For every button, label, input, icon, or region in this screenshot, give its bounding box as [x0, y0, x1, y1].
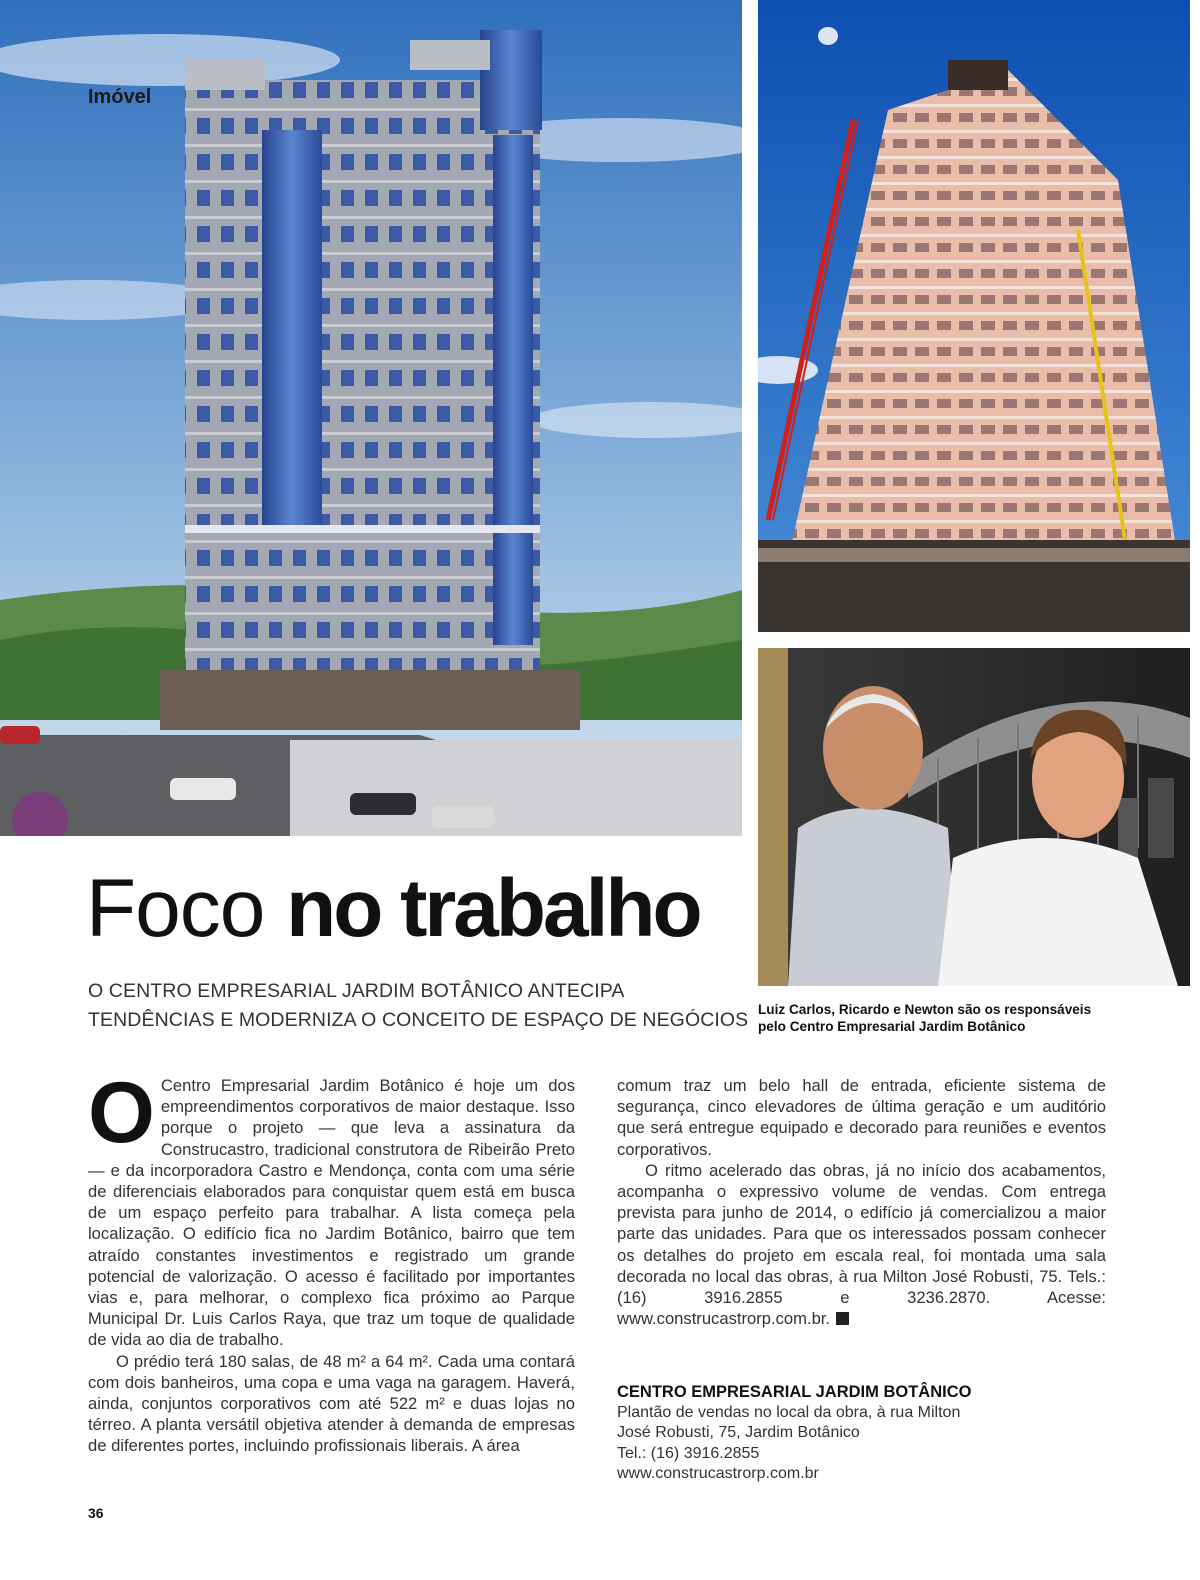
- paragraph-text: Centro Empresarial Jardim Botânico é hoje um dos empreendimentos corporativos de maior destaque. Isso porque o projeto — que leva a assinatura da Construcastro, tradicional construtora de Ribeirão Preto — e da incorporadora Castro e Mendonça, conta com uma série de diferenciais elaborados para conquistar quem está em busca de um espaço perfeito para trabalhar. A lista começa pela localização. O edifício fica no Jardim Botânico, bairro que tem atraído constantes investimentos e registrado um grande potencial de valorização. O acesso é facilitado por importantes vias e, para melhorar, o complexo fica próximo ao Parque Municipal Dr. Luis Carlos Raya, que traz um toque de qualidade de vida ao dia de trabalho.: [88, 1076, 575, 1350]
- info-website-link[interactable]: www.construcastrorp.com.br: [617, 1465, 819, 1482]
- headline-bold: no trabalho: [286, 863, 700, 954]
- caption-line: pelo Centro Empresarial Jardim Botânico: [758, 1019, 1026, 1034]
- section-label: Imóvel: [88, 86, 152, 108]
- page-number: 36: [88, 1505, 104, 1521]
- headline: [86, 863, 700, 954]
- body-paragraph-continued: comum traz um belo hall de entrada, eficiente sistema de segurança, cinco elevadores de última geração e um auditório que será entregue equipado e decorado para reuniões e eventos corporativos.: [617, 1076, 1106, 1159]
- caption-line: Luiz Carlos, Ricardo e Newton são os responsáveis: [758, 1002, 1092, 1017]
- construction-photo: [758, 0, 1190, 632]
- drop-cap: O: [88, 1065, 155, 1161]
- building-rendering-photo: [0, 0, 742, 836]
- paragraph-text: O prédio terá 180 salas, de 48 m² a 64 m². Cada uma contará com dois banheiros, uma copa e uma vaga na garagem. Haverá, ainda, conjuntos corporativos com até 522 m² e duas lojas no térreo. A planta versátil objetiva atender à demanda de empresas de diferentes portes, incluindo profissionais liberais. A área: [88, 1351, 575, 1456]
- subtitle-line: TENDÊNCIAS E MODERNIZA O CONCEITO DE ESPAÇO DE NEGÓCIOS: [88, 1009, 749, 1031]
- body-column-right: [617, 1075, 1106, 1329]
- body-paragraph: [617, 1160, 1106, 1330]
- end-mark-icon: [836, 1312, 849, 1325]
- info-title: CENTRO EMPRESARIAL JARDIM BOTÂNICO: [617, 1383, 972, 1401]
- subtitle-line: O CENTRO EMPRESARIAL JARDIM BOTÂNICO ANTECIPA: [88, 980, 625, 1002]
- body-paragraph: [88, 1065, 575, 1351]
- photo-caption: [758, 1001, 1178, 1035]
- info-line: Plantão de vendas no local da obra, à rua Milton: [617, 1403, 961, 1421]
- paragraph-text: O ritmo acelerado das obras, já no início dos acabamentos, acompanha o expressivo volume de vendas. Com entrega prevista para junho de 2014, o edifício já comercializou a maior parte das unidades. Para que os interessados possam conhecer os detalhes do projeto em escala real, foi montada uma sala decorada no local das obras, à rua Milton José Robusti, 75. Tels.: (16) 3916.2855 e 3236.2870. Acesse: www.construcastrorp.com.br.: [617, 1160, 1106, 1329]
- body-paragraph: [88, 1351, 575, 1457]
- body-column-left: [88, 1065, 575, 1457]
- subtitle: [88, 977, 749, 1035]
- info-line: Tel.: (16) 3916.2855: [617, 1444, 760, 1462]
- headline-light: Foco: [86, 863, 265, 954]
- people-portrait-photo: [758, 648, 1190, 986]
- info-box: [617, 1382, 1097, 1485]
- info-line: José Robusti, 75, Jardim Botânico: [617, 1424, 860, 1441]
